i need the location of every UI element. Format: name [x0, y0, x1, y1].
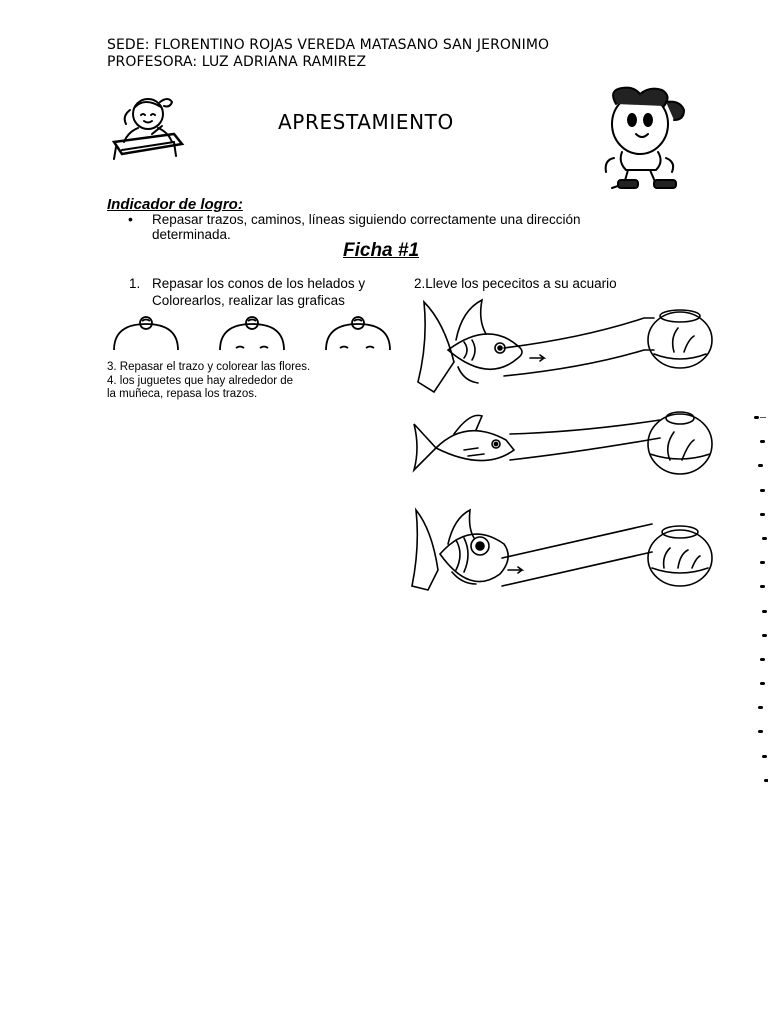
child-drawing-icon — [108, 92, 190, 164]
indicator-text: Repasar trazos, caminos, líneas siguiendo correctamente una dirección determinada. — [152, 212, 581, 242]
school-line: SEDE: FLORENTINO ROJAS VEREDA MATASANO SAN JERONIMO — [107, 37, 550, 53]
fishbowl-icon — [648, 310, 712, 368]
bullet-symbol: • — [128, 211, 133, 227]
item1-number: 1. — [129, 276, 141, 291]
ice-cream-scoop-icon — [114, 317, 178, 350]
item2-text: 2.Lleve los pececitos a su acuario — [414, 276, 617, 291]
item1-line2: Colorearlos, realizar las graficas — [152, 293, 345, 308]
teacher-line: PROFESORA: LUZ ADRIANA RAMIREZ — [107, 54, 367, 70]
item4-line2: la muñeca, repasa los trazos. — [107, 388, 258, 400]
fishbowl-icon — [648, 526, 712, 586]
ice-cream-scoop-icon — [326, 317, 390, 350]
item1-line1: Repasar los conos de los helados y — [152, 276, 366, 291]
item4-line1: 4. los juguetes que hay alrededor de — [107, 375, 294, 387]
fish-row-1 — [418, 300, 712, 392]
fish-icon — [414, 415, 514, 470]
ice-cream-scoops — [108, 314, 398, 350]
fishbowl-icon — [648, 412, 712, 474]
fish-row-2 — [414, 412, 712, 474]
cartoon-boy-icon — [596, 82, 696, 192]
fish-maze — [408, 292, 718, 592]
fish-icon — [418, 300, 522, 392]
item3-text: 3. Repasar el trazo y colorear las flores. — [107, 361, 311, 373]
fish-icon — [412, 510, 508, 590]
ice-cream-scoop-icon — [220, 317, 284, 350]
fish-row-3 — [412, 510, 712, 590]
ficha-title: Ficha #1 — [343, 240, 420, 261]
edge-marks — [752, 408, 768, 795]
indicator-label: Indicador de logro: — [107, 196, 243, 213]
page-title: APRESTAMIENTO — [278, 110, 454, 134]
